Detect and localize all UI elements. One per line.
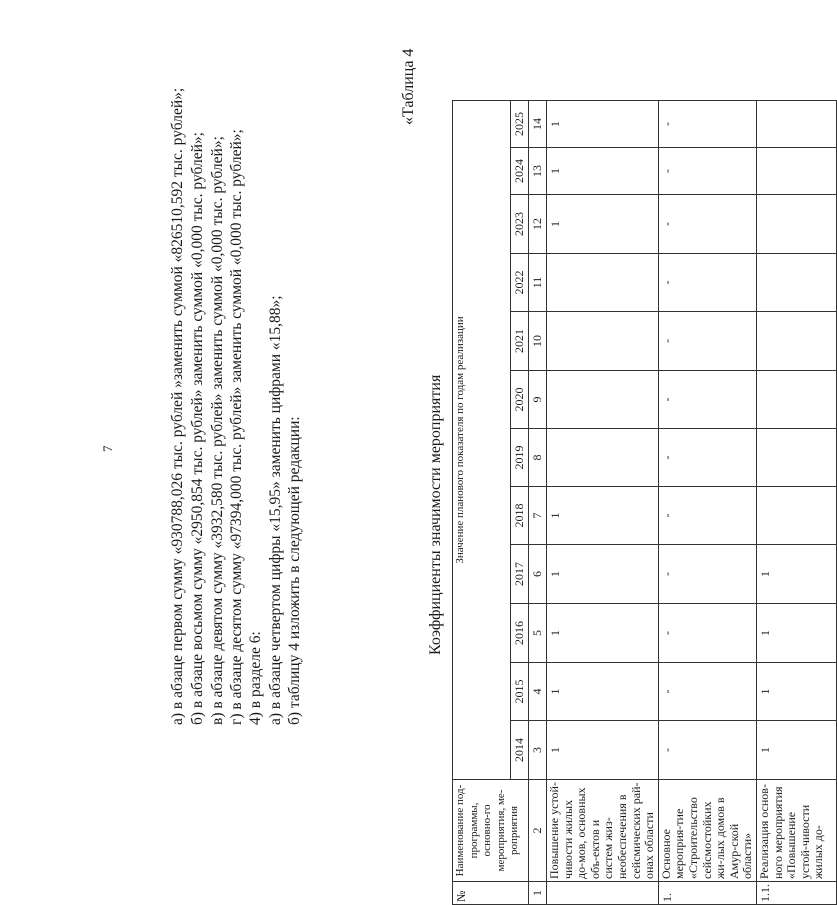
year-header: 2025 [511,101,529,148]
value-cell: 1 [547,195,659,254]
value-cell [756,312,836,371]
value-cell: - [658,148,756,195]
value-cell [756,101,836,148]
row-number: 1.1. [756,882,836,905]
value-cell: 1 [547,545,659,604]
index-cell: 3 [529,721,547,780]
year-header: 2022 [511,254,529,312]
value-cell: 1 [547,604,659,663]
value-cell [756,148,836,195]
value-cell: 1 [756,721,836,780]
value-cell [756,254,836,312]
index-cell: 7 [529,487,547,545]
value-cell: 1 [756,604,836,663]
value-cell: - [658,101,756,148]
index-cell: 13 [529,148,547,195]
year-header: 2021 [511,312,529,371]
index-cell: 9 [529,371,547,429]
year-header: 2019 [511,429,529,487]
paragraph-line: г) в абзаце десятом сумму «97394,000 тыс. рублей» заменить суммой «0,000 тыс. рублей»; [228,129,245,725]
value-cell [547,312,659,371]
year-header: 2015 [511,663,529,721]
value-cell: 1 [756,663,836,721]
year-header: 2016 [511,604,529,663]
table-number: «Таблица 4 [400,48,417,125]
year-header: 2024 [511,148,529,195]
index-cell: 8 [529,429,547,487]
value-cell [547,254,659,312]
index-cell: 11 [529,254,547,312]
index-cell: 10 [529,312,547,371]
paragraph-line: в) в абзаце девятом сумму «3932,580 тыс. рублей» заменить суммой «0,000 тыс. рублей»; [209,136,226,725]
paragraph-line: 4) в разделе 6: [247,631,264,725]
year-header: 2020 [511,371,529,429]
paragraph-line: б) в абзаце восьмом сумму «2950,854 тыс. рублей» заменить суммой «0,000 тыс. рублей»; [189,132,206,725]
value-cell: - [658,429,756,487]
value-cell: 1 [547,148,659,195]
table-row [547,101,659,905]
index-cell: 6 [529,545,547,604]
index-cell: 1 [529,882,547,905]
value-cell: - [658,545,756,604]
table-row [756,101,836,905]
row-name: Основное мероприя-тие «Строительство сейсмостойких жи-лых домов в Амур-ской области» [658,780,756,882]
value-cell: - [658,312,756,371]
row-number [547,882,659,905]
coefficients-table [452,100,837,905]
value-cell: - [658,254,756,312]
year-header: 2023 [511,195,529,254]
header-values: Значение планового показателя по годам реализации [453,101,511,780]
paragraph-line: б) таблицу 4 изложить в следующей редакции: [286,416,303,725]
value-cell [547,371,659,429]
paragraph-line: а) в абзаце первом сумму «930788,026 тыс. рублей »заменить суммой «826510,592 тыс. рублей»; [169,87,186,725]
index-cell: 14 [529,101,547,148]
page-number: 7 [100,445,115,452]
value-cell: - [658,721,756,780]
index-cell: 12 [529,195,547,254]
year-header: 2014 [511,721,529,780]
row-name: Повышение устой-чивости жилых до-мов, основных объ-ектов и систем жиз-необеспечения в сейсмических рай-онах области [547,780,659,882]
table-row [658,101,756,905]
value-cell [756,487,836,545]
value-cell: - [658,195,756,254]
value-cell: - [658,487,756,545]
value-cell: 1 [547,721,659,780]
year-header: 2018 [511,487,529,545]
row-number: 1. [658,882,756,905]
value-cell [756,195,836,254]
year-header: 2017 [511,545,529,604]
value-cell: 1 [547,101,659,148]
value-cell: - [658,663,756,721]
value-cell [756,371,836,429]
index-cell: 4 [529,663,547,721]
header-name: Наименование под-программы, основно-го мероприятия, ме-роприятия [453,780,529,882]
value-cell: 1 [756,545,836,604]
value-cell [547,429,659,487]
value-cell: 1 [547,663,659,721]
row-name: Реализация основ-ного мероприятия «Повышение устой-чивости жилых до- [756,780,836,882]
value-cell: 1 [547,487,659,545]
paragraph-line: а) в абзаце четвертом цифры «15,95» заменить цифрами «15,88»; [267,295,284,725]
index-cell: 5 [529,604,547,663]
value-cell: - [658,604,756,663]
table-title: Коэффициенты значимости мероприятия [427,374,444,655]
value-cell: - [658,371,756,429]
value-cell [756,429,836,487]
index-cell: 2 [529,780,547,882]
header-no: № [453,882,529,905]
